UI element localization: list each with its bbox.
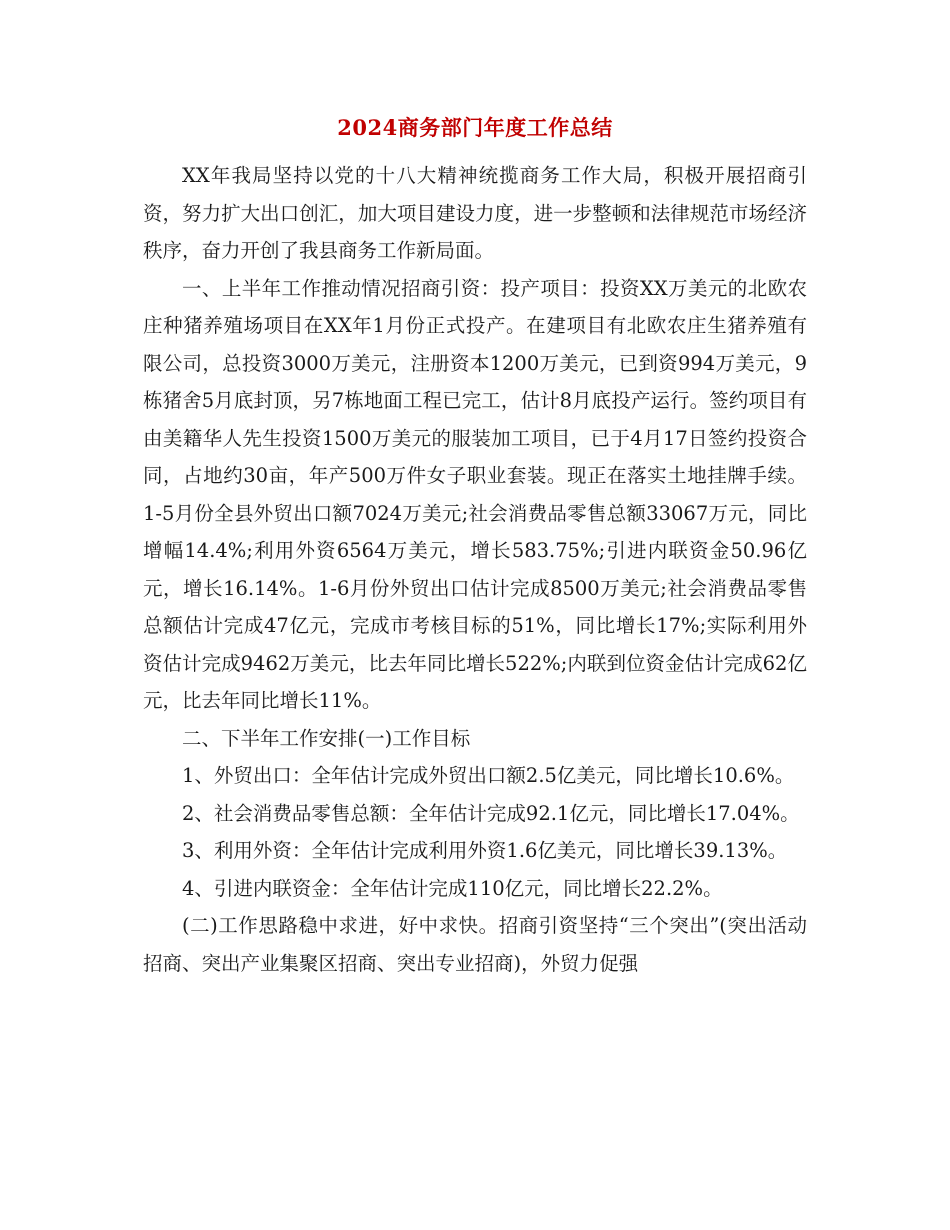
- document-title: 2024商务部门年度工作总结: [337, 115, 613, 140]
- paragraph-second-half-heading: 二、下半年工作安排(一)工作目标: [182, 726, 471, 750]
- paragraph-goal-export: 1、外贸出口：全年估计完成外贸出口额2.5亿美元，同比增长10.6%。: [182, 764, 795, 787]
- paragraph-goal-foreign-investment: 3、利用外资：全年估计完成利用外资1.6亿美元，同比增长39.13%。: [182, 839, 788, 862]
- document-body: [143, 157, 807, 982]
- paragraph-first-half-progress: 一、上半年工作推动情况招商引资：投产项目：投资XX万美元的北欧农庄种猪养殖场项目在XX年1月份正式投产。在建项目有北欧农庄生猪养殖有限公司，总投资3000万美元，注册资本1200万美元，已到资994万美元，9栋猪舍5月底封顶，另7栋地面工程已完工，估计8月底投产运行。签约项目有由美籍华人先生投资1500万美元的服装加工项目，已于4月17日签约投资合同，占地约30亩，年产500万件女子职业套装。现正在落实土地挂牌手续。1-5月份全县外贸出口额7024万美元;社会消费品零售总额33067万元，同比增幅14.4%;利用外资6564万美元，增长583.75%;引进内联资金50.96亿元，增长16.14%。1-6月份外贸出口估计完成8500万美元;社会消费品零售总额估计完成47亿元，完成市考核目标的51%，同比增长17%;实际利用外资估计完成9462万美元，比去年同比增长522%;内联到位资金估计完成62亿元，比去年同比增长11%。: [143, 276, 807, 712]
- paragraph-goal-domestic-capital: 4、引进内联资金：全年估计完成110亿元，同比增长22.2%。: [182, 876, 723, 900]
- paragraph-goal-retail: 2、社会消费品零售总额：全年估计完成92.1亿元，同比增长17.04%。: [182, 801, 800, 825]
- paragraph-work-approach: (二)工作思路稳中求进，好中求快。招商引资坚持“三个突出”(突出活动招商、突出产业集聚区招商、突出专业招商)，外贸力促强: [143, 914, 807, 975]
- paragraph-intro: XX年我局坚持以党的十八大精神统揽商务工作大局，积极开展招商引资，努力扩大出口创汇，加大项目建设力度，进一步整顿和法律规范市场经济秩序，奋力开创了我县商务工作新局面。: [143, 164, 807, 262]
